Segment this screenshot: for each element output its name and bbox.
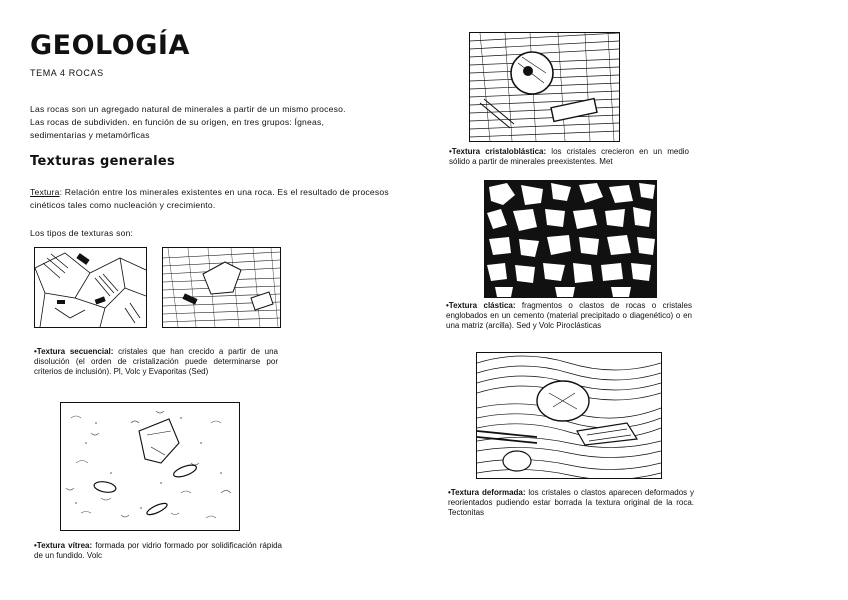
page-subtitle: TEMA 4 ROCAS	[30, 68, 104, 78]
texture-description: fragmentos o clastos de rocas o cristales englobados en un cemento (material precipitado o diagenético) o en una matriz (arcilla). Sed y Volc Piroclásticas	[446, 301, 692, 330]
texture-definition	[30, 186, 390, 212]
texture-description: los cristales o clastos aparecen deformados y reorientados pudiendo estar borrada la textura original de la roca. Tectonitas	[448, 488, 695, 517]
intro-line: Las rocas son un agregado natural de minerales a partir de un mismo proceso.	[30, 104, 346, 114]
texture-name: •Textura vítrea:	[34, 541, 93, 550]
caption-crystalloblastic	[449, 147, 689, 167]
texture-name: •Textura secuencial:	[34, 347, 114, 356]
texture-description: cristales que han crecido a partir de una disolución (el orden de cristalización puede determinarse por criterios de inclusión). Pl, Volc y Evaporitas (Sed)	[34, 347, 279, 376]
caption-clastic	[446, 301, 692, 330]
deformed-texture-figure	[476, 352, 662, 479]
page-title: GEOLOGÍA	[30, 30, 190, 61]
crystalloblastic-texture-figure	[469, 32, 620, 142]
definition-text: : Relación entre los minerales existentes en una roca. Es el resultado de procesos cinéticos tales como nucleación y crecimiento.	[30, 187, 389, 210]
caption-vitreous	[34, 541, 282, 561]
texture-name: •Textura clástica:	[446, 301, 516, 310]
texture-description: los cristales crecieron en un medio sólido a partir de minerales preexistentes. Met	[449, 147, 689, 166]
intro-line: Las rocas de subdividen. en función de su origen, en tres grupos: Ígneas,	[30, 117, 325, 127]
intro-paragraph	[30, 103, 390, 142]
section-heading: Texturas generales	[30, 154, 176, 169]
intro-line: sedimentarias y metamórficas	[30, 130, 150, 140]
texture-description: formada por vidrio formado por solidificación rápida de un fundido. Volc	[34, 541, 283, 560]
clastic-texture-figure	[484, 180, 657, 298]
types-label: Los tipos de texturas son:	[30, 228, 134, 238]
sequential-texture-figure-2	[162, 247, 281, 328]
caption-deformed	[448, 488, 694, 517]
caption-sequential	[34, 347, 278, 376]
texture-name: •Textura cristaloblástica:	[449, 147, 547, 156]
definition-term: Textura	[30, 187, 60, 197]
texture-name: •Textura deformada:	[448, 488, 526, 497]
vitreous-texture-figure	[60, 402, 240, 531]
sequential-texture-figure-1	[34, 247, 147, 328]
